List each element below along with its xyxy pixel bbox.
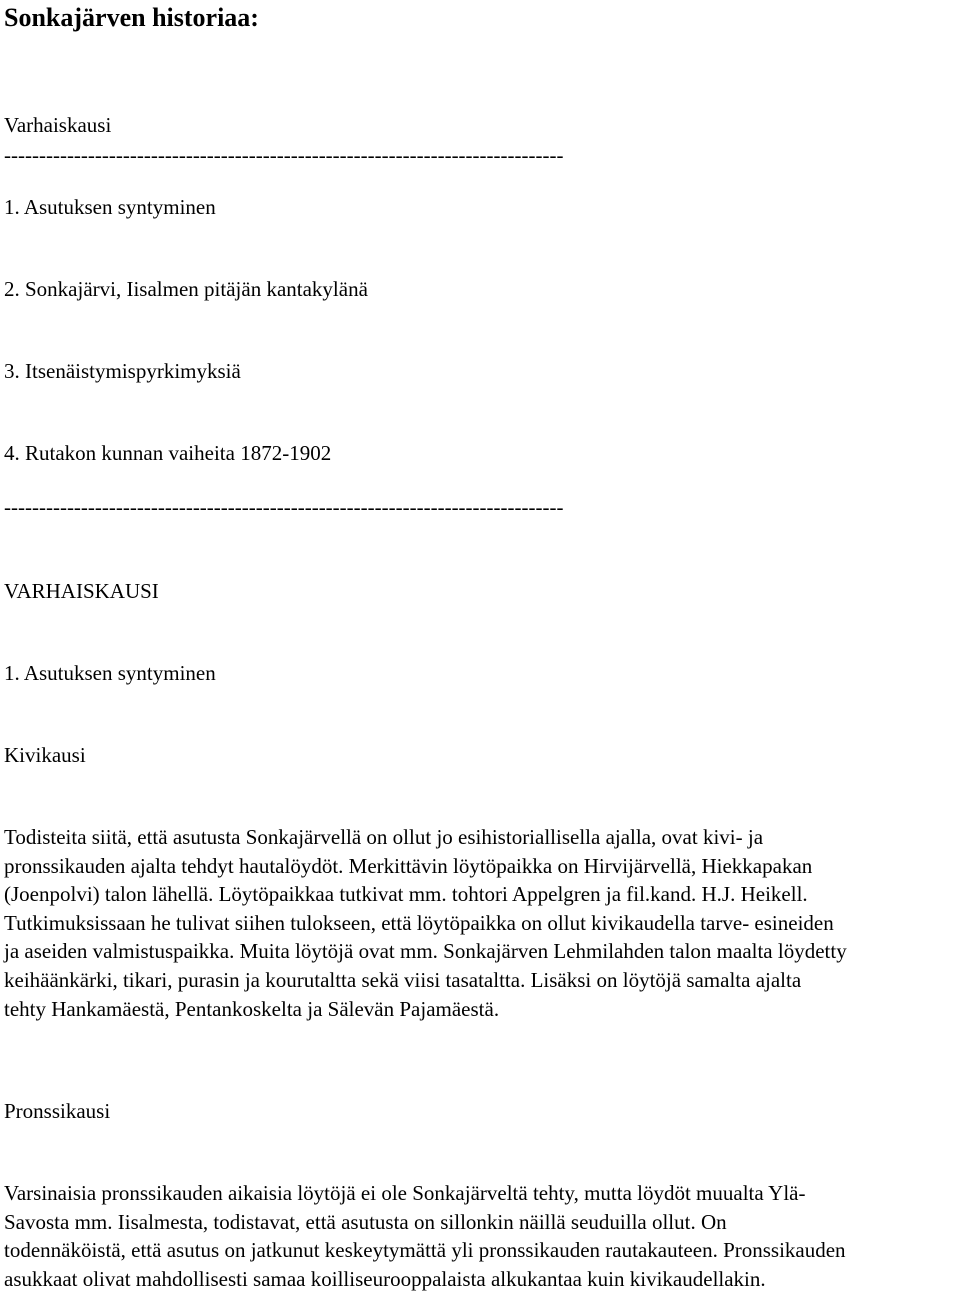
toc-item-1: 1. Asutuksen syntyminen: [4, 195, 216, 219]
paragraph-line: pronssikauden ajalta tehdyt hautalöydöt. Merkittävin löytöpaikka on Hirvijärvellä, Hiekkapakan: [4, 853, 813, 878]
paragraph-line: ja aseiden valmistuspaikka. Muita löytöjä ovat mm. Sonkajärven Lehmilahden talon maalta löydetty: [4, 939, 847, 964]
toc-item-4: 4. Rutakon kunnan vaiheita 1872-1902: [4, 441, 332, 465]
stone-age-paragraph: [4, 823, 847, 1023]
separator-bottom: --------------------------------------------------------------------------------: [4, 495, 564, 519]
chapter-heading: 1. Asutuksen syntyminen: [4, 661, 216, 685]
toc-item-2: 2. Sonkajärvi, Iisalmen pitäjän kantakylänä: [4, 277, 368, 301]
page-title: Sonkajärven historiaa:: [4, 3, 259, 32]
paragraph-line: tehty Hankamäestä, Pentankoskelta ja Sälevän Pajamäestä.: [4, 996, 500, 1021]
paragraph-line: Todisteita siitä, että asutusta Sonkajärvellä on ollut jo esihistoriallisella ajalla, ovat kivi- ja: [4, 825, 764, 849]
paragraph-line: asukkaat olivat mahdollisesti samaa koilliseurooppalaista alkukantaa kuin kivikaudellakin.: [4, 1266, 766, 1291]
stone-age-heading: Kivikausi: [4, 743, 86, 767]
paragraph-line: Savosta mm. Iisalmesta, todistavat, että asutusta on sillonkin näillä seuduilla ollut. On: [4, 1209, 727, 1234]
paragraph-line: todennäköistä, että asutus on jatkunut keskeytymättä yli pronssikauden rautakauteen. Pronssikauden: [4, 1238, 846, 1263]
bronze-age-heading: Pronssikausi: [4, 1099, 111, 1123]
separator-top: --------------------------------------------------------------------------------: [4, 143, 564, 167]
paragraph-line: Varsinaisia pronssikauden aikaisia löytöjä ei ole Sonkajärveltä tehty, mutta löydöt muualta Ylä-: [4, 1181, 806, 1205]
bronze-age-paragraph: [4, 1179, 846, 1293]
toc-item-3: 3. Itsenäistymispyrkimyksiä: [4, 359, 241, 383]
paragraph-line: (Joenpolvi) talon lähellä. Löytöpaikkaa tutkivat mm. tohtori Appelgren ja fil.kand. H.J. Heikell.: [4, 882, 808, 907]
section-heading: VARHAISKAUSI: [4, 579, 159, 603]
paragraph-line: Tutkimuksissaan he tulivat siihen tulokseen, että löytöpaikka on ollut kivikaudella tarve- esineiden: [4, 910, 834, 935]
paragraph-line: keihäänkärki, tikari, purasin ja kourutaltta sekä viisi tasataltta. Lisäksi on löytöjä samalta ajalta: [4, 967, 802, 992]
toc-heading: Varhaiskausi: [4, 113, 112, 137]
